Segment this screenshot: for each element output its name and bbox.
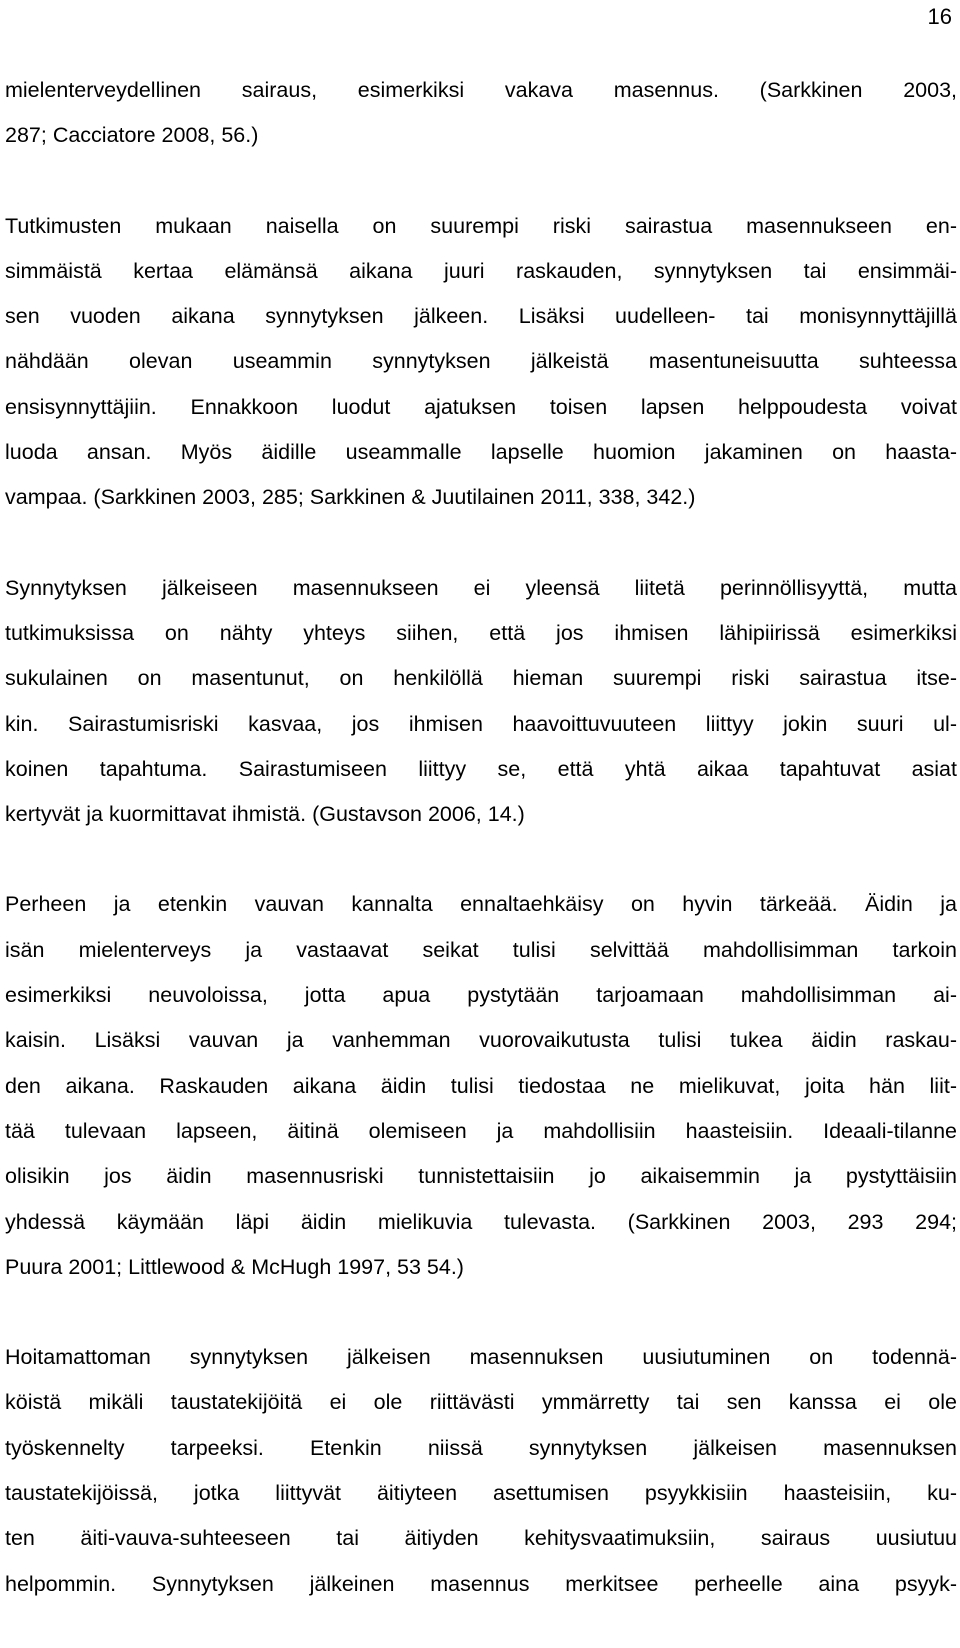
paragraph	[5, 68, 957, 159]
text-line: vampaa. (Sarkkinen 2003, 285; Sarkkinen & Juutilainen 2011, 338, 342.)	[5, 485, 696, 510]
paragraph	[5, 1335, 957, 1607]
text-line: isän mielenterveys ja vastaavat seikat tulisi selvittää mahdollisimman tarkoin	[5, 937, 957, 962]
paragraph	[5, 882, 957, 1290]
text-line: den aikana. Raskauden aikana äidin tulisi tiedostaa ne mielikuvat, joita hän liit-	[5, 1073, 957, 1098]
text-line: esimerkiksi neuvoloissa, jotta apua pystytään tarjoamaan mahdollisimman ai-	[5, 983, 957, 1008]
text-line: mielenterveydellinen sairaus, esimerkiksi vakava masennus. (Sarkkinen 2003,	[5, 78, 957, 102]
text-line: helpommin. Synnytyksen jälkeinen masennus merkitsee perheelle aina psyyk-	[5, 1571, 957, 1596]
text-line: tää tulevaan lapseen, äitinä olemiseen ja mahdollisiin haasteisiin. Ideaali-tilanne	[5, 1118, 957, 1143]
text-line: Perheen ja etenkin vauvan kannalta ennaltaehkäisy on hyvin tärkeää. Äidin ja	[5, 892, 957, 917]
text-line: 287; Cacciatore 2008, 56.)	[5, 123, 259, 148]
paragraph	[5, 204, 957, 521]
text-line: Synnytyksen jälkeiseen masennukseen ei yleensä liitetä perinnöllisyyttä, mutta	[5, 575, 957, 600]
text-line: nähdään olevan useammin synnytyksen jälkeistä masentuneisuutta suhteessa	[5, 349, 957, 374]
text-line: yhdessä käymään läpi äidin mielikuvia tulevasta. (Sarkkinen 2003, 293 294;	[5, 1209, 957, 1234]
text-line: Hoitamattoman synnytyksen jälkeisen masennuksen uusiutuminen on todennä-	[5, 1345, 957, 1370]
text-line: köistä mikäli taustatekijöitä ei ole riittävästi ymmärretty tai sen kanssa ei ole	[5, 1390, 957, 1415]
text-line: kertyvät ja kuormittavat ihmistä. (Gustavson 2006, 14.)	[5, 802, 525, 827]
document-body	[5, 68, 957, 1607]
text-line: taustatekijöissä, jotka liittyvät äitiyteen asettumisen psyykkisiin haasteisiin, ku-	[5, 1481, 957, 1506]
text-line: tutkimuksissa on nähty yhteys siihen, että jos ihmisen lähipiirissä esimerkiksi	[5, 620, 957, 645]
text-line: sen vuoden aikana synnytyksen jälkeen. Lisäksi uudelleen- tai monisynnyttäjillä	[5, 304, 957, 329]
text-line: kaisin. Lisäksi vauvan ja vanhemman vuorovaikutusta tulisi tukea äidin raskau-	[5, 1028, 957, 1053]
text-line: työskennelty tarpeeksi. Etenkin niissä synnytyksen jälkeisen masennuksen	[5, 1435, 957, 1460]
text-line: luoda ansan. Myös äidille useammalle lapselle huomion jakaminen on haasta-	[5, 440, 957, 465]
page-number: 16	[927, 4, 952, 29]
text-line: ensisynnyttäjiin. Ennakkoon luodut ajatuksen toisen lapsen helppoudesta voivat	[5, 394, 957, 419]
text-line: kin. Sairastumisriski kasvaa, jos ihmisen haavoittuvuuteen liittyy jokin suuri ul-	[5, 711, 957, 736]
text-line: Puura 2001; Littlewood & McHugh 1997, 53 54.)	[5, 1254, 464, 1279]
text-line: ten äiti-vauva-suhteeseen tai äitiyden kehitysvaatimuksiin, sairaus uusiutuu	[5, 1526, 957, 1551]
text-line: sukulainen on masentunut, on henkilöllä hieman suurempi riski sairastua itse-	[5, 666, 957, 691]
text-line: Tutkimusten mukaan naisella on suurempi riski sairastua masennukseen en-	[5, 213, 957, 238]
text-line: koinen tapahtuma. Sairastumiseen liittyy se, että yhtä aikaa tapahtuvat asiat	[5, 756, 957, 781]
paragraph	[5, 566, 957, 838]
text-line: olisikin jos äidin masennusriski tunnistettaisiin jo aikaisemmin ja pystyttäisiin	[5, 1164, 957, 1189]
text-line: simmäistä kertaa elämänsä aikana juuri raskauden, synnytyksen tai ensimmäi-	[5, 258, 957, 283]
